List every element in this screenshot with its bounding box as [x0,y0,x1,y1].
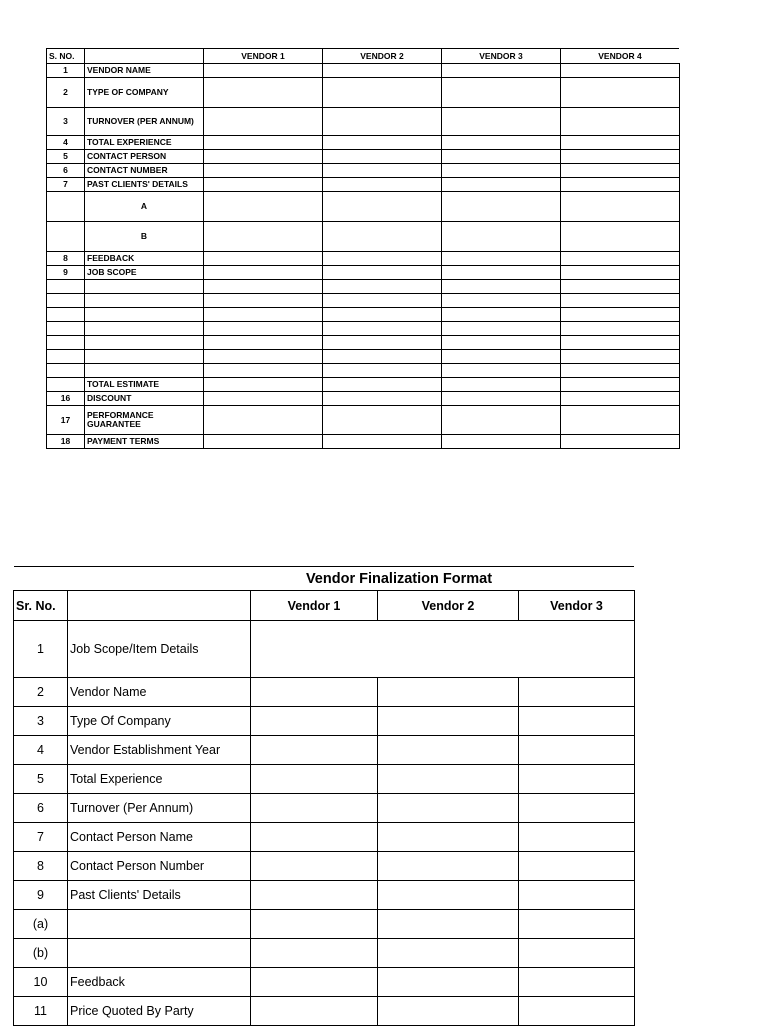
vendor-2-cell[interactable] [323,364,442,378]
vendor-3-cell[interactable] [519,881,635,910]
vendor-1-cell[interactable] [251,823,378,852]
vendor-1-cell[interactable] [204,108,323,136]
row-sno: 9 [47,266,85,280]
vendor-3-cell[interactable] [442,435,561,449]
vendor-1-cell[interactable] [204,322,323,336]
vendor-3-cell[interactable] [442,378,561,392]
vendor-1-cell[interactable] [251,939,378,968]
row-label: B [85,222,204,252]
table-row [47,322,680,336]
row-sno: 1 [14,621,68,678]
vendor-3-cell[interactable] [519,678,635,707]
vendor-3-cell[interactable] [442,322,561,336]
vendor-2-cell[interactable] [378,939,519,968]
table-row [47,266,680,280]
vendor-4-cell[interactable] [561,322,680,336]
row-label: Contact Person Number [68,852,251,881]
row-label: Past Clients' Details [68,881,251,910]
row-label [85,322,204,336]
vendor-4-cell[interactable] [561,252,680,266]
vendor-2-cell[interactable] [323,294,442,308]
form-title-text: Vendor Finalization Format [305,571,493,587]
vendor-4-cell[interactable] [561,150,680,164]
vendor-1-cell[interactable] [251,678,378,707]
row-sno [47,350,85,364]
vendor-2-cell[interactable] [378,765,519,794]
vendor-1-cell[interactable] [204,150,323,164]
vendor-4-cell[interactable] [561,178,680,192]
vendor-2-cell[interactable] [323,308,442,322]
vendor-4-cell[interactable] [561,222,680,252]
row-sno [47,336,85,350]
vendor-2-cell[interactable] [323,64,442,78]
table-row [14,621,635,678]
table-row [14,707,635,736]
row-sno [47,280,85,294]
table-row [14,881,635,910]
vendor-1-cell[interactable] [204,378,323,392]
vendor-comparison-table [46,48,680,449]
table-row [47,136,680,150]
table-row [14,910,635,939]
vendor-2-cell[interactable] [378,852,519,881]
vendor-3-cell[interactable] [442,294,561,308]
vendor-2-cell[interactable] [323,178,442,192]
vendor-4-cell[interactable] [561,164,680,178]
table-row [14,794,635,823]
vendor-4-cell[interactable] [561,294,680,308]
vendor-1-cell[interactable] [251,968,378,997]
table-row [47,78,680,108]
row-sno: 4 [14,736,68,765]
vendor-3-cell[interactable] [442,364,561,378]
vendor-1-cell[interactable] [204,280,323,294]
vendor-1-cell[interactable] [204,178,323,192]
vendor-3-cell[interactable] [519,707,635,736]
vendor-2-cell[interactable] [378,997,519,1026]
vendor-4-cell[interactable] [561,266,680,280]
table-row [47,294,680,308]
table-row [47,378,680,392]
row-sno: 8 [47,252,85,266]
vendor-2-cell[interactable] [323,280,442,294]
row-sno [47,378,85,392]
table-row [47,280,680,294]
vendor-2-cell[interactable] [323,108,442,136]
vendor-4-cell[interactable] [561,350,680,364]
row-label: Contact Person Name [68,823,251,852]
vendor-3-cell[interactable] [442,178,561,192]
vendor-3-cell[interactable] [442,392,561,406]
vendor-1-cell[interactable] [204,164,323,178]
table-row [14,736,635,765]
vendor-2-cell[interactable] [323,350,442,364]
row-label: Turnover (Per Annum) [68,794,251,823]
row-label [85,336,204,350]
row-sno: 10 [14,968,68,997]
header-vendor-3: Vendor 3 [519,591,635,621]
form-title [14,566,634,591]
row-sno: 2 [47,78,85,108]
vendor-4-cell[interactable] [561,435,680,449]
vendor-3-cell[interactable] [519,823,635,852]
row-label: TOTAL ESTIMATE [85,378,204,392]
vendor-2-cell[interactable] [323,78,442,108]
table-row [47,252,680,266]
row-sno [47,308,85,322]
row-label: Total Experience [68,765,251,794]
vendor-2-cell[interactable] [323,252,442,266]
vendor-2-cell[interactable] [323,136,442,150]
table-header-row [47,49,680,64]
vendor-3-cell[interactable] [442,350,561,364]
row-label: VENDOR NAME [85,64,204,78]
vendor-3-cell[interactable] [442,192,561,222]
vendor-1-cell[interactable] [251,736,378,765]
vendor-1-cell[interactable] [204,294,323,308]
row-sno: 6 [47,164,85,178]
vendor-4-cell[interactable] [561,108,680,136]
vendor-finalization-table [13,590,635,1026]
vendor-3-cell[interactable] [442,280,561,294]
vendor-4-cell[interactable] [561,280,680,294]
row-label [68,939,251,968]
vendor-2-cell[interactable] [378,968,519,997]
table-row [47,435,680,449]
vendor-1-cell[interactable] [204,308,323,322]
vendor-1-cell[interactable] [251,765,378,794]
row-sno: 3 [14,707,68,736]
row-sno: 5 [47,150,85,164]
row-sno: 2 [14,678,68,707]
vendor-1-cell[interactable] [204,222,323,252]
row-label: TOTAL EXPERIENCE [85,136,204,150]
row-sno: 4 [47,136,85,150]
table-header-row [14,591,635,621]
vendor-2-cell[interactable] [323,336,442,350]
table-row [14,678,635,707]
row-sno: 7 [47,178,85,192]
vendor-2-cell[interactable] [323,192,442,222]
row-sno: 7 [14,823,68,852]
row-label: TURNOVER (PER ANNUM) [85,108,204,136]
row-sno [47,364,85,378]
row-label: Job Scope/Item Details [68,621,251,678]
vendor-1-cell[interactable] [204,78,323,108]
vendor-1-cell[interactable] [251,794,378,823]
row-label: FEEDBACK [85,252,204,266]
row-sno: 11 [14,997,68,1026]
vendor-2-cell[interactable] [323,435,442,449]
vendor-2-cell[interactable] [323,222,442,252]
table-row [47,178,680,192]
row-label [68,910,251,939]
vendor-3-cell[interactable] [519,968,635,997]
table-row [14,823,635,852]
header-blank [68,591,251,621]
vendor-4-cell[interactable] [561,378,680,392]
row-sno: 16 [47,392,85,406]
vendor-2-cell[interactable] [378,678,519,707]
vendor-3-cell[interactable] [442,64,561,78]
vendor-1-cell[interactable] [251,707,378,736]
vendor-3-cell[interactable] [442,108,561,136]
vendor-1-cell[interactable] [204,364,323,378]
vendor-4-cell[interactable] [561,308,680,322]
header-vendor-3: VENDOR 3 [442,49,561,64]
vendor-3-cell[interactable] [442,222,561,252]
row-label [85,364,204,378]
header-sno: S. NO. [47,49,85,64]
row-label: Vendor Name [68,678,251,707]
vendor-2-cell[interactable] [378,881,519,910]
vendor-1-cell[interactable] [204,192,323,222]
row-label: Price Quoted By Party [68,997,251,1026]
row-label: CONTACT NUMBER [85,164,204,178]
vendor-4-cell[interactable] [561,392,680,406]
row-sno: 18 [47,435,85,449]
vendor-4-cell[interactable] [561,406,680,435]
row-sno: 9 [14,881,68,910]
vendor-2-cell[interactable] [323,150,442,164]
vendor-3-cell[interactable] [519,939,635,968]
row-sno: 17 [47,406,85,435]
vendor-1-cell[interactable] [204,392,323,406]
vendor-2-cell[interactable] [378,823,519,852]
vendor-3-cell[interactable] [519,765,635,794]
vendor-2-cell[interactable] [378,794,519,823]
vendor-4-cell[interactable] [561,192,680,222]
vendor-2-cell[interactable] [378,736,519,765]
vendor-2-cell[interactable] [323,392,442,406]
row-label: CONTACT PERSON [85,150,204,164]
vendor-1-cell[interactable] [204,252,323,266]
vendor-1-cell[interactable] [204,350,323,364]
row-label: JOB SCOPE [85,266,204,280]
vendor-3-cell[interactable] [442,252,561,266]
table-row [47,406,680,435]
vendor-3-cell[interactable] [519,852,635,881]
row-sno: 1 [47,64,85,78]
row-sno: 3 [47,108,85,136]
vendor-3-cell[interactable] [442,308,561,322]
row-label: PAST CLIENTS' DETAILS [85,178,204,192]
vendor-1-cell[interactable] [251,852,378,881]
header-vendor-1: Vendor 1 [251,591,378,621]
header-vendor-2: Vendor 2 [378,591,519,621]
header-blank [85,49,204,64]
table-row [47,392,680,406]
vendor-4-cell[interactable] [561,78,680,108]
table-row [14,765,635,794]
table-row [47,308,680,322]
vendor-1-cell[interactable] [204,435,323,449]
row-sno: 6 [14,794,68,823]
vendor-1-cell[interactable] [251,997,378,1026]
row-label [85,350,204,364]
job-scope-cell[interactable] [251,621,635,678]
row-label: PERFORMANCE GUARANTEE [85,406,204,435]
table-row [47,108,680,136]
vendor-3-cell[interactable] [519,997,635,1026]
row-label: A [85,192,204,222]
table-row [14,852,635,881]
row-sno [47,294,85,308]
vendor-3-cell[interactable] [442,78,561,108]
header-sr-no: Sr. No. [14,591,68,621]
vendor-3-cell[interactable] [519,736,635,765]
row-sno [47,222,85,252]
row-label [85,294,204,308]
vendor-1-cell[interactable] [204,64,323,78]
vendor-1-cell[interactable] [251,910,378,939]
vendor-3-cell[interactable] [442,406,561,435]
row-label [85,308,204,322]
table-row [47,350,680,364]
vendor-3-cell[interactable] [442,164,561,178]
vendor-2-cell[interactable] [378,707,519,736]
vendor-1-cell[interactable] [204,266,323,280]
row-label [85,280,204,294]
vendor-2-cell[interactable] [323,406,442,435]
vendor-2-cell[interactable] [323,164,442,178]
vendor-2-cell[interactable] [323,266,442,280]
vendor-1-cell[interactable] [204,406,323,435]
row-sno [47,192,85,222]
table-row [47,164,680,178]
table-row [47,336,680,350]
row-label: TYPE OF COMPANY [85,78,204,108]
vendor-3-cell[interactable] [442,336,561,350]
header-vendor-2: VENDOR 2 [323,49,442,64]
row-label: PAYMENT TERMS [85,435,204,449]
table-row [47,364,680,378]
header-vendor-1: VENDOR 1 [204,49,323,64]
row-sno: 5 [14,765,68,794]
table-row [47,64,680,78]
row-label: Vendor Establishment Year [68,736,251,765]
vendor-3-cell[interactable] [442,150,561,164]
vendor-1-cell[interactable] [204,336,323,350]
vendor-3-cell[interactable] [442,136,561,150]
vendor-4-cell[interactable] [561,136,680,150]
table-row [47,222,680,252]
table-row [47,192,680,222]
vendor-2-cell[interactable] [323,322,442,336]
row-label: Feedback [68,968,251,997]
header-vendor-4: VENDOR 4 [561,49,680,64]
row-label: Type Of Company [68,707,251,736]
table-row [14,997,635,1026]
vendor-3-cell[interactable] [519,910,635,939]
row-sno: 8 [14,852,68,881]
vendor-4-cell[interactable] [561,364,680,378]
row-sno: (a) [14,910,68,939]
vendor-2-cell[interactable] [323,378,442,392]
table-row [14,939,635,968]
vendor-3-cell[interactable] [442,266,561,280]
vendor-1-cell[interactable] [204,136,323,150]
vendor-4-cell[interactable] [561,336,680,350]
vendor-4-cell[interactable] [561,64,680,78]
vendor-1-cell[interactable] [251,881,378,910]
table-row [47,150,680,164]
row-label: DISCOUNT [85,392,204,406]
vendor-3-cell[interactable] [519,794,635,823]
row-sno [47,322,85,336]
vendor-2-cell[interactable] [378,910,519,939]
row-sno: (b) [14,939,68,968]
table-row [14,968,635,997]
